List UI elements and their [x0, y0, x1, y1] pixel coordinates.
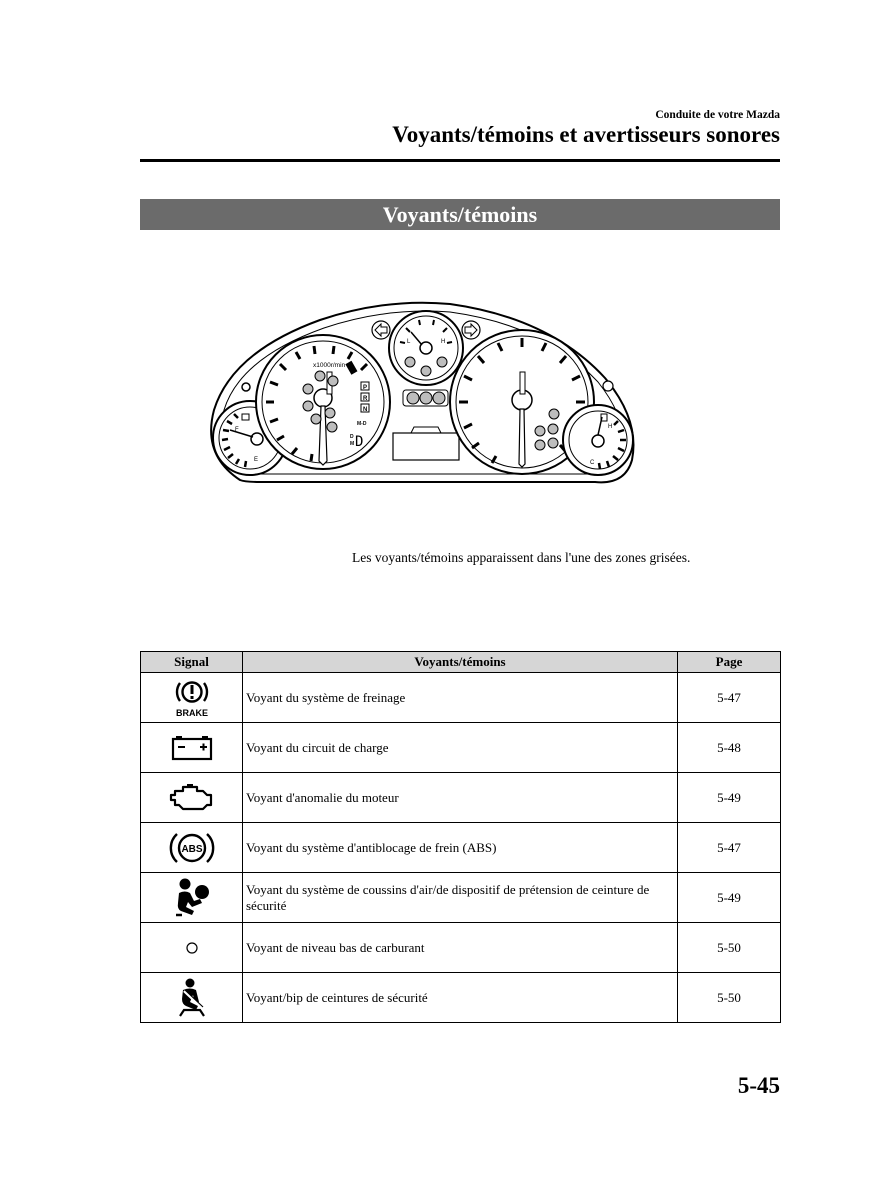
svg-text:M-D: M-D: [357, 421, 367, 427]
label-cell: Voyant du système d'antiblocage de frein (ABS): [243, 823, 678, 873]
instrument-cluster-illustration: [200, 290, 650, 505]
label-cell: Voyant du système de freinage: [243, 673, 678, 723]
center-warning-lights: [403, 390, 448, 406]
svg-text:E: E: [254, 457, 259, 463]
title-rule: [140, 159, 780, 162]
turn-signal-left-icon: [372, 321, 390, 339]
airbag-icon: [172, 877, 212, 919]
label-cell: Voyant du circuit de charge: [243, 723, 678, 773]
table-row: [141, 723, 781, 773]
signal-cell: [141, 773, 243, 823]
indicator-right-small: [603, 381, 613, 391]
page-cell: 5-50: [678, 923, 781, 973]
indicator-left-small: [242, 383, 250, 391]
section-title: Voyants/témoins: [140, 199, 780, 230]
table-header-row: [141, 652, 781, 673]
abs-icon: [169, 829, 215, 867]
signal-cell: [141, 823, 243, 873]
low-fuel-circle-icon: [185, 941, 199, 955]
check-engine-icon: [169, 783, 215, 813]
svg-text:M: M: [350, 441, 355, 447]
header-label: Voyants/témoins: [243, 652, 678, 673]
svg-text:C: C: [590, 460, 595, 466]
odometer-display: [393, 433, 459, 460]
page-cell: 5-47: [678, 673, 781, 723]
temperature-gauge: [563, 405, 633, 475]
page-cell: 5-47: [678, 823, 781, 873]
label-cell: Voyant/bip de ceintures de sécurité: [243, 973, 678, 1023]
tachometer: [256, 335, 390, 469]
page-cell: 5-48: [678, 723, 781, 773]
brake-warning-icon: [169, 677, 215, 719]
table-row: [141, 823, 781, 873]
svg-text:H: H: [608, 424, 613, 430]
turn-signal-right-icon: [462, 321, 480, 339]
header-page: Page: [678, 652, 781, 673]
svg-text:R: R: [363, 396, 368, 402]
label-cell: Voyant d'anomalie du moteur: [243, 773, 678, 823]
signal-cell: [141, 873, 243, 923]
running-head: Conduite de votre Mazda: [655, 109, 780, 121]
header-signal: Signal: [141, 652, 243, 673]
signal-cell: [141, 923, 243, 973]
label-cell: Voyant du système de coussins d'air/de dispositif de prétension de ceinture de sécurité: [243, 873, 678, 923]
svg-text:D: D: [350, 434, 354, 440]
table-row: [141, 923, 781, 973]
page-cell: 5-49: [678, 873, 781, 923]
svg-text:x1000r/min: x1000r/min: [313, 362, 346, 369]
table-row: [141, 973, 781, 1023]
svg-text:BRAKE: BRAKE: [175, 707, 208, 718]
svg-text:F: F: [235, 427, 239, 433]
svg-text:D: D: [355, 434, 364, 450]
table-row: [141, 773, 781, 823]
signal-cell: [141, 723, 243, 773]
table-row: [141, 673, 781, 723]
oil-pressure-gauge: [389, 311, 463, 385]
table-row: [141, 873, 781, 923]
battery-charge-icon: [170, 734, 214, 762]
svg-text:N: N: [363, 407, 368, 413]
page-cell: 5-49: [678, 773, 781, 823]
cluster-caption: Les voyants/témoins apparaissent dans l'une des zones grisées.: [352, 550, 691, 565]
svg-text:P: P: [363, 385, 368, 391]
page-number: 5-45: [737, 1073, 780, 1098]
warning-lights-table: [140, 651, 781, 1023]
page-cell: 5-50: [678, 973, 781, 1023]
signal-cell: [141, 673, 243, 723]
svg-text:ABS: ABS: [180, 843, 203, 855]
label-cell: Voyant de niveau bas de carburant: [243, 923, 678, 973]
svg-text:H: H: [441, 339, 446, 345]
seatbelt-icon: [174, 978, 210, 1018]
signal-cell: [141, 973, 243, 1023]
svg-text:L: L: [407, 339, 411, 345]
chapter-title: Voyants/témoins et avertisseurs sonores: [392, 122, 780, 147]
